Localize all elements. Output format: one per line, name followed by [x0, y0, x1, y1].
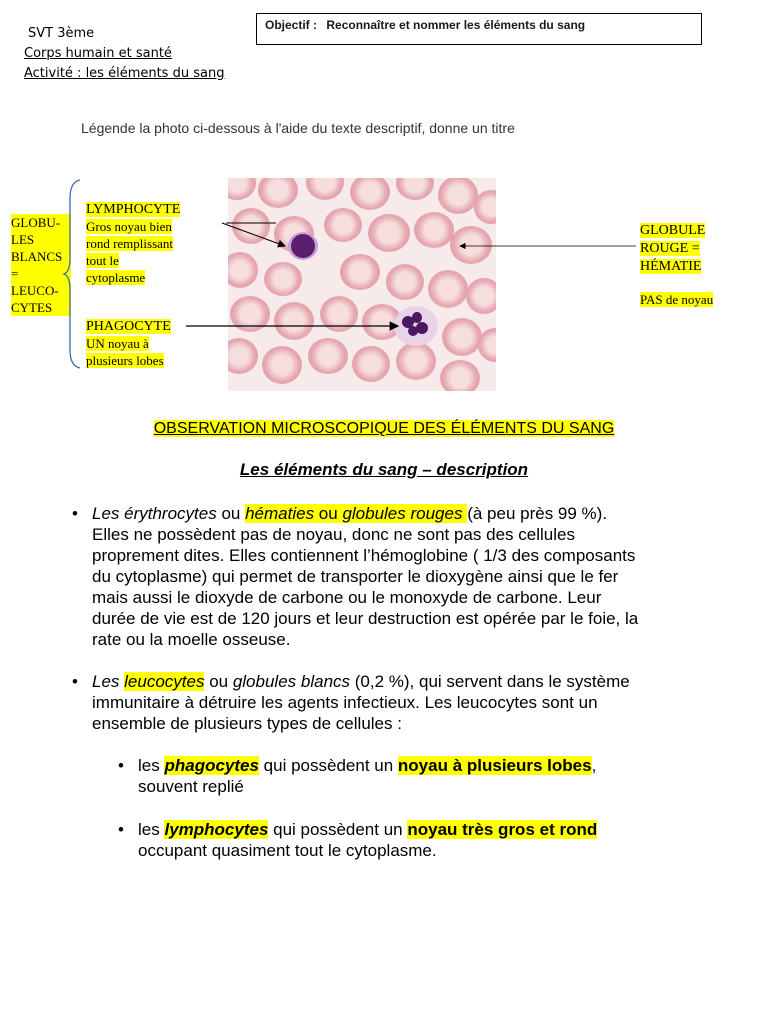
red-cell-line: HÉMATIE	[640, 259, 702, 274]
paragraph-line: mais aussi le dioxyde de carbone ou le monoxyde de carbone. Leur	[92, 588, 602, 607]
paragraph-line: du cytoplasme) qui permet de transporter le dioxygène ainsi que le fer	[92, 567, 619, 586]
red-cell-note: PAS de noyau	[640, 292, 714, 307]
objective-text: Reconnaître et nommer les éléments du sang	[326, 18, 586, 32]
red-cell-label	[640, 221, 713, 308]
bullet-phagocytes: les phagocytes qui possèdent un noyau à plusieurs lobes, souvent replié	[138, 755, 738, 797]
term-phagocytes: phagocytes	[164, 756, 259, 775]
phagocyte-desc-line: UN noyau à	[86, 336, 149, 351]
bullet-lymphocytes: les lymphocytes qui possèdent un noyau très gros et rond occupant quasiment tout le cytoplasme.	[138, 819, 738, 861]
term-leucocytes: leucocytes	[124, 672, 205, 691]
paragraph-line: occupant quasiment tout le cytoplasme.	[138, 841, 437, 860]
instruction: Légende la photo ci-dessous à l'aide du texte descriptif, donne un titre	[81, 120, 515, 136]
header-level: SVT 3ème	[28, 26, 95, 41]
term-globules-blancs: globules blancs	[232, 672, 351, 691]
lymphocyte-desc-line: rond remplissant	[86, 236, 174, 251]
paragraph-line: Elles ne possèdent pas de noyau, donc ne sont pas des cellules	[92, 525, 575, 544]
bullet-marker: •	[118, 820, 124, 839]
paragraph-line: durée de vie est de 120 jours et leur destruction est opérée par le foie, la	[92, 609, 639, 628]
header-theme: Corps humain et santé	[24, 46, 172, 61]
phagocyte-title: PHAGOCYTE	[86, 319, 171, 334]
white-cells-line: LEUCO-	[11, 283, 59, 298]
bullet-erythrocytes: Les érythrocytes ou hématies ou globules rouges (à peu près 99 %). Elles ne possèdent pas de noyau, donc ne sont pas des cellules proprement dites. Elles contiennent l’hémoglobine ( 1/3 des composants du cytoplasme) qui permet de transporter le dioxygène ainsi que le fer mais aussi le dioxyde de carbone ou le monoxyde de carbone. Leur durée de vie est de 120 jours et leur destruction est opérée par le foie, la rate ou la moelle osseuse.	[92, 503, 752, 650]
paragraph-line: proprement dites. Elles contiennent l’hémoglobine ( 1/3 des composants	[92, 546, 636, 565]
lymphocyte-desc-line: Gros noyau bien	[86, 219, 172, 234]
arrows	[0, 0, 768, 400]
lymphocyte-desc-line: tout le	[86, 253, 119, 268]
lymphocyte-title: LYMPHOCYTE	[86, 202, 181, 217]
paragraph-line: rate ou la moelle osseuse.	[92, 630, 291, 649]
white-cells-line: LES	[11, 232, 35, 247]
bullet-marker: •	[118, 756, 124, 775]
term-hematies: hématies ou globules rouges	[245, 504, 467, 523]
paragraph-line: immunitaire à détruire les agents infectieux. Les leucocytes sont un	[92, 693, 598, 712]
header-activity: Activité : les éléments du sang	[24, 66, 225, 81]
term-noyau-rond: noyau très gros et rond	[407, 820, 598, 839]
paragraph-line: souvent replié	[138, 777, 244, 796]
lymphocyte-desc-line: cytoplasme	[86, 270, 146, 285]
paragraph-line: ensemble de plusieurs types de cellules :	[92, 714, 402, 733]
white-cells-line: CYTES	[11, 300, 53, 315]
phagocyte-desc-line: plusieurs lobes	[86, 353, 164, 368]
white-cells-line: =	[11, 266, 19, 281]
bullet-marker: •	[72, 504, 78, 523]
red-cell-line: ROUGE =	[640, 241, 700, 256]
objective-label: Objectif :	[265, 18, 318, 32]
bullet-leucocytes: Les leucocytes ou globules blancs (0,2 %), qui servent dans le système immunitaire à détruire les agents infectieux. Les leucocytes sont un ensemble de plusieurs types de cellules :	[92, 671, 752, 734]
lymphocyte-arrow	[222, 223, 285, 246]
observation-title-text: OBSERVATION MICROSCOPIQUE DES ÉLÉMENTS DU SANG	[153, 420, 615, 437]
term-lymphocytes: lymphocytes	[164, 820, 269, 839]
term-erythrocytes: Les érythrocytes	[92, 504, 217, 523]
white-cells-line: BLANCS	[11, 249, 63, 264]
white-cells-line: GLOBU-	[11, 215, 61, 230]
description-title: Les éléments du sang – description	[239, 460, 529, 479]
bullet-marker: •	[72, 672, 78, 691]
term-noyau-lobes: noyau à plusieurs lobes	[397, 756, 592, 775]
red-cell-line: GLOBULE	[640, 223, 706, 238]
observation-title	[0, 420, 768, 438]
